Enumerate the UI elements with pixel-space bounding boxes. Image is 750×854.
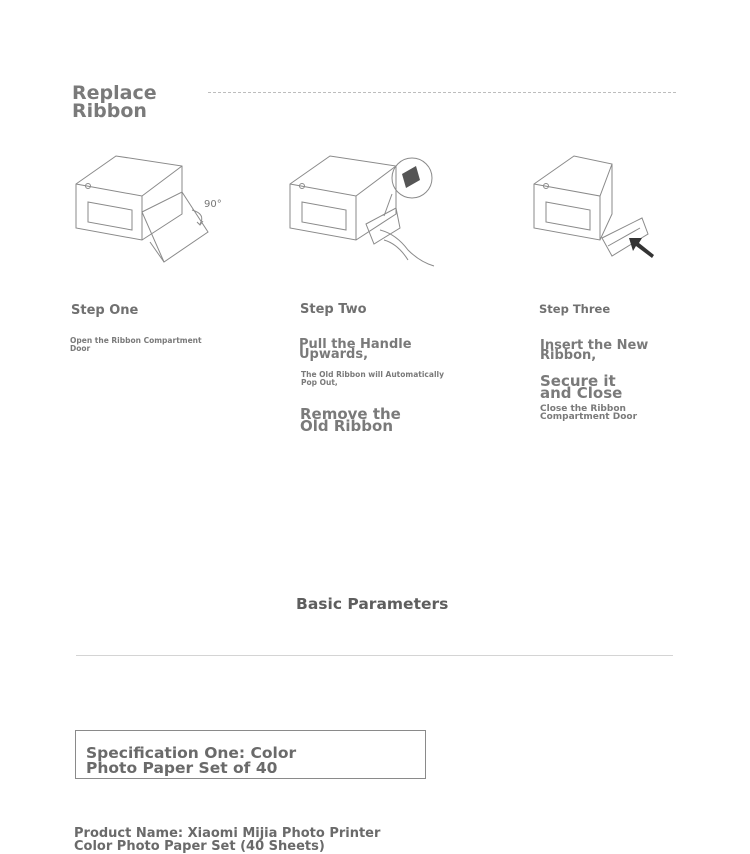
basic-parameters-heading: Basic Parameters (296, 595, 449, 613)
angle-label: 90° (204, 199, 222, 210)
step-three-illustration (532, 152, 662, 268)
step-three-instruction-2: Secure it and Close (540, 372, 623, 402)
title-divider (208, 92, 676, 93)
step-three-title: Step Three (539, 302, 611, 316)
step-two-instruction-3: Remove the Old Ribbon (300, 405, 401, 435)
step-three-instruction-3: Close the Ribbon Compartment Door (540, 404, 638, 422)
step-one-title: Step One (71, 303, 139, 318)
step-three-instruction-1: Insert the New Ribbon, (540, 338, 649, 363)
step-two-illustration (288, 152, 448, 270)
product-name: Product Name: Xiaomi Mijia Photo Printer Color Photo Paper Set (40 Sheets) (74, 826, 381, 854)
step-two-title: Step Two (300, 302, 367, 317)
specification-title: Specification One: Color Photo Paper Set of 40 (86, 744, 297, 777)
step-two-instruction-1: Pull the Handle Upwards, (299, 337, 412, 362)
step-two-instruction-2: The Old Ribbon will Automatically Pop Out, (301, 370, 444, 387)
step-one-instruction: Open the Ribbon Compartment Door (70, 336, 202, 353)
section-divider (76, 655, 673, 656)
step-one-illustration (74, 152, 224, 268)
section-title: Replace Ribbon (72, 82, 157, 122)
